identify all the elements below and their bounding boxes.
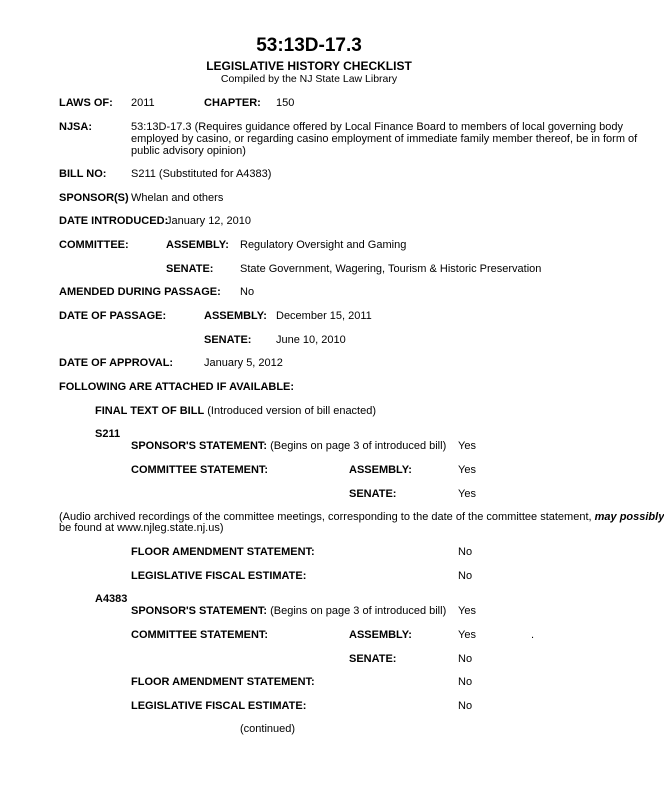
passage-assembly-value: December 15, 2011 (276, 310, 372, 322)
a4383-fiscal-label: LEGISLATIVE FISCAL ESTIMATE: (131, 700, 307, 712)
chapter-label: CHAPTER: (204, 97, 261, 109)
date-of-approval-value: January 5, 2012 (204, 357, 283, 369)
date-introduced-value: January 12, 2010 (166, 215, 252, 227)
date-of-approval-label: DATE OF APPROVAL: (59, 357, 174, 369)
njsa-label: NJSA: (59, 121, 93, 133)
committee-label: COMMITTEE: (59, 239, 129, 251)
a4383-assembly-label: ASSEMBLY: (349, 629, 412, 641)
final-text-note: (Introduced version of bill enacted) (207, 405, 377, 417)
stray-period: . (531, 629, 535, 641)
continued-note: (continued) (240, 723, 296, 735)
a4383-sponsor-statement-label: SPONSOR'S STATEMENT: (131, 605, 268, 617)
committee-assembly-value: Regulatory Oversight and Gaming (240, 239, 407, 251)
date-of-passage-label: DATE OF PASSAGE: (59, 310, 167, 322)
s211-fiscal-value: No (458, 570, 473, 582)
bill-no-value: S211 (Substituted for A4383) (131, 168, 272, 180)
a4383-bill: A4383 (95, 593, 128, 605)
passage-senate-label: SENATE: (204, 334, 252, 346)
a4383-sponsor-statement-value: Yes (458, 605, 476, 617)
a4383-sponsor-statement (131, 605, 446, 618)
audio-note-line2: be found at www.njleg.state.nj.us) (59, 522, 224, 534)
njsa-line: employed by casino, or regarding casino employment of immediate family member thereof, be in form of (131, 133, 638, 145)
s211-bill: S211 (95, 428, 121, 440)
a4383-sponsor-statement-note: (Begins on page 3 of introduced bill) (270, 605, 447, 617)
s211-sponsor-statement-value: Yes (458, 440, 476, 452)
statute-title: 53:13D-17.3 (256, 35, 362, 56)
s211-sponsor-statement-label: SPONSOR'S STATEMENT: (131, 440, 268, 452)
compiled-by: Compiled by the NJ State Law Library (220, 73, 398, 85)
amended-label: AMENDED DURING PASSAGE: (59, 286, 221, 298)
bill-no-label: BILL NO: (59, 168, 107, 180)
s211-sponsor-statement-note: (Begins on page 3 of introduced bill) (270, 440, 447, 452)
a4383-senate-label: SENATE: (349, 653, 397, 665)
laws-of-value: 2011 (131, 97, 155, 109)
s211-senate-value: Yes (458, 488, 476, 500)
committee-assembly-label: ASSEMBLY: (166, 239, 229, 251)
a4383-floor-label: FLOOR AMENDMENT STATEMENT: (131, 676, 315, 688)
s211-sponsor-statement (131, 440, 446, 453)
njsa-line: 53:13D-17.3 (Requires guidance offered by Local Finance Board to members of local governing body (131, 121, 624, 133)
committee-senate-value: State Government, Wagering, Tourism & Historic Preservation (240, 263, 542, 275)
committee-senate-label: SENATE: (166, 263, 214, 275)
s211-floor-value: No (458, 546, 473, 558)
audio-note-text: (Audio archived recordings of the committee meetings, corresponding to the date of the committee statement, (59, 511, 595, 523)
final-text-row (95, 405, 376, 418)
audio-note-emphasis: may possibly (594, 511, 664, 523)
checklist-title: LEGISLATIVE HISTORY CHECKLIST (206, 59, 412, 73)
a4383-assembly-value: Yes (458, 629, 476, 641)
s211-fiscal-label: LEGISLATIVE FISCAL ESTIMATE: (131, 570, 307, 582)
date-introduced-label: DATE INTRODUCED: (59, 215, 169, 227)
attached-heading: FOLLOWING ARE ATTACHED IF AVAILABLE: (59, 381, 295, 393)
passage-senate-value: June 10, 2010 (276, 334, 346, 346)
s211-committee-statement-label: COMMITTEE STATEMENT: (131, 464, 269, 476)
s211-assembly-label: ASSEMBLY: (349, 464, 412, 476)
chapter-value: 150 (276, 97, 295, 109)
a4383-committee-statement-label: COMMITTEE STATEMENT: (131, 629, 269, 641)
final-text-label: FINAL TEXT OF BILL (95, 405, 205, 417)
amended-value: No (240, 286, 255, 298)
a4383-fiscal-value: No (458, 700, 473, 712)
s211-assembly-value: Yes (458, 464, 476, 476)
s211-senate-label: SENATE: (349, 488, 397, 500)
passage-assembly-label: ASSEMBLY: (204, 310, 267, 322)
a4383-senate-value: No (458, 653, 473, 665)
njsa-line: public advisory opinion) (131, 145, 246, 157)
a4383-floor-value: No (458, 676, 473, 688)
sponsors-value: Whelan and others (131, 192, 224, 204)
sponsors-label: SPONSOR(S) (59, 192, 129, 204)
laws-of-label: LAWS OF: (59, 97, 113, 109)
s211-floor-label: FLOOR AMENDMENT STATEMENT: (131, 546, 315, 558)
